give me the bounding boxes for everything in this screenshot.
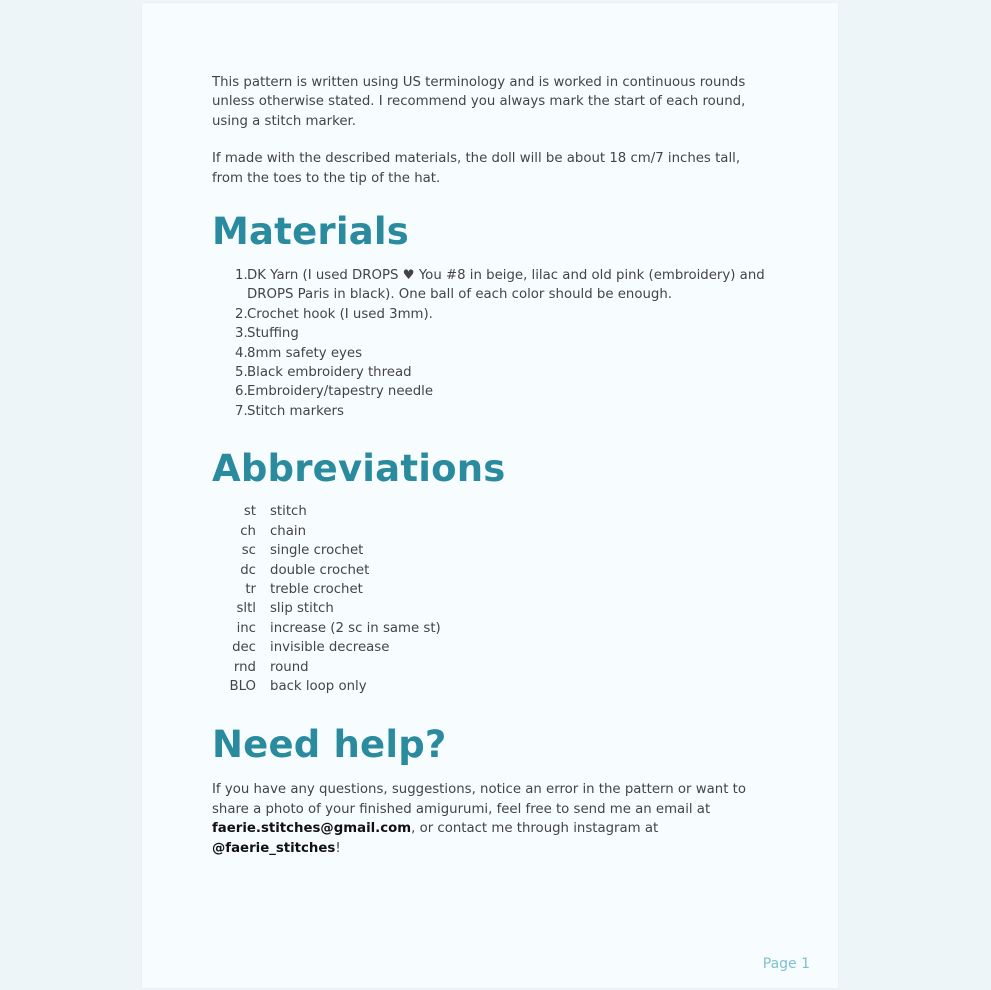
abbreviation-code: inc <box>236 620 256 636</box>
document-page <box>142 3 838 988</box>
abbreviation-code: ch <box>240 523 256 539</box>
abbreviation-definition: stitch <box>270 504 307 520</box>
intro-paragraph-1: This pattern is written using US terminology and is worked in continuous rounds unless otherwise stated. I recommend you always mark the start of each round, using a stitch marker. <box>212 75 746 129</box>
materials-list <box>212 266 772 421</box>
help-paragraph <box>212 780 772 858</box>
abbreviation-definition: slip stitch <box>270 601 334 617</box>
abbreviation-row <box>212 522 772 541</box>
materials-item-number: 2. <box>235 306 248 322</box>
abbreviation-definition: single crochet <box>270 543 364 559</box>
abbreviation-row <box>212 580 772 599</box>
materials-item-text: Crochet hook (I used 3mm). <box>247 306 433 322</box>
help-text-before: If you have any questions, suggestions, notice an error in the pattern or want to share a photo of your finished amigurumi, feel free to send me an email at <box>212 782 746 817</box>
materials-item-text: Stitch markers <box>247 403 344 419</box>
materials-item-number: 5. <box>235 365 248 381</box>
materials-item-text: 8mm safety eyes <box>247 345 362 361</box>
intro-paragraph-2: If made with the described materials, the doll will be about 18 cm/7 inches tall, from the toes to the tip of the hat. <box>212 151 741 186</box>
materials-item <box>235 363 772 382</box>
instagram-handle[interactable]: @faerie_stitches <box>212 840 336 856</box>
abbreviation-definition: back loop only <box>270 678 367 694</box>
materials-item <box>235 305 772 324</box>
help-text-middle: , or contact me through instagram at <box>411 821 659 837</box>
abbreviation-code: tr <box>245 581 256 597</box>
materials-item <box>235 402 772 421</box>
page-content <box>212 73 772 858</box>
abbreviation-code: BLO <box>229 678 256 694</box>
materials-item-number: 4. <box>235 345 248 361</box>
abbreviations-heading: Abbreviations <box>212 447 506 491</box>
materials-item-text: DK Yarn (I used DROPS ♥ You #8 in beige, lilac and old pink (embroidery) and DROPS Paris in black). One ball of each color should be enough. <box>247 268 765 303</box>
abbreviation-definition: chain <box>270 523 307 539</box>
materials-item-number: 6. <box>235 384 248 400</box>
help-heading: Need help? <box>212 723 447 767</box>
abbreviation-definition: round <box>270 659 309 675</box>
materials-item-number: 1. <box>235 268 248 284</box>
abbreviations-table <box>212 502 772 696</box>
abbreviation-row <box>212 561 772 580</box>
abbreviation-row <box>212 541 772 560</box>
abbreviation-definition: increase (2 sc in same st) <box>270 620 441 636</box>
abbreviation-code: sc <box>241 543 256 559</box>
materials-item <box>235 344 772 363</box>
abbreviation-row <box>212 599 772 618</box>
abbreviation-row <box>212 658 772 677</box>
abbreviation-row <box>212 619 772 638</box>
help-text-after: ! <box>335 840 341 856</box>
abbreviation-definition: treble crochet <box>270 581 363 597</box>
abbreviation-code: rnd <box>233 659 256 675</box>
abbreviation-code: sltl <box>236 601 256 617</box>
abbreviation-code: dec <box>232 640 256 656</box>
abbreviation-definition: double crochet <box>270 562 370 578</box>
materials-item-number: 3. <box>235 326 248 342</box>
page-number: Page 1 <box>762 956 810 972</box>
abbreviation-definition: invisible decrease <box>270 640 390 656</box>
materials-item-text: Black embroidery thread <box>247 365 412 381</box>
materials-item <box>235 382 772 401</box>
abbreviation-code: dc <box>240 562 256 578</box>
abbreviation-code: st <box>243 504 256 520</box>
email-address[interactable]: faerie.stitches@gmail.com <box>212 821 412 837</box>
abbreviation-row <box>212 502 772 521</box>
materials-item-text: Embroidery/tapestry needle <box>247 384 434 400</box>
materials-item-text: Stuffing <box>247 326 299 342</box>
materials-item <box>235 324 772 343</box>
materials-item-number: 7. <box>235 403 248 419</box>
abbreviation-row <box>212 677 772 696</box>
materials-heading: Materials <box>212 210 409 254</box>
abbreviation-row <box>212 638 772 657</box>
materials-item <box>235 266 772 305</box>
